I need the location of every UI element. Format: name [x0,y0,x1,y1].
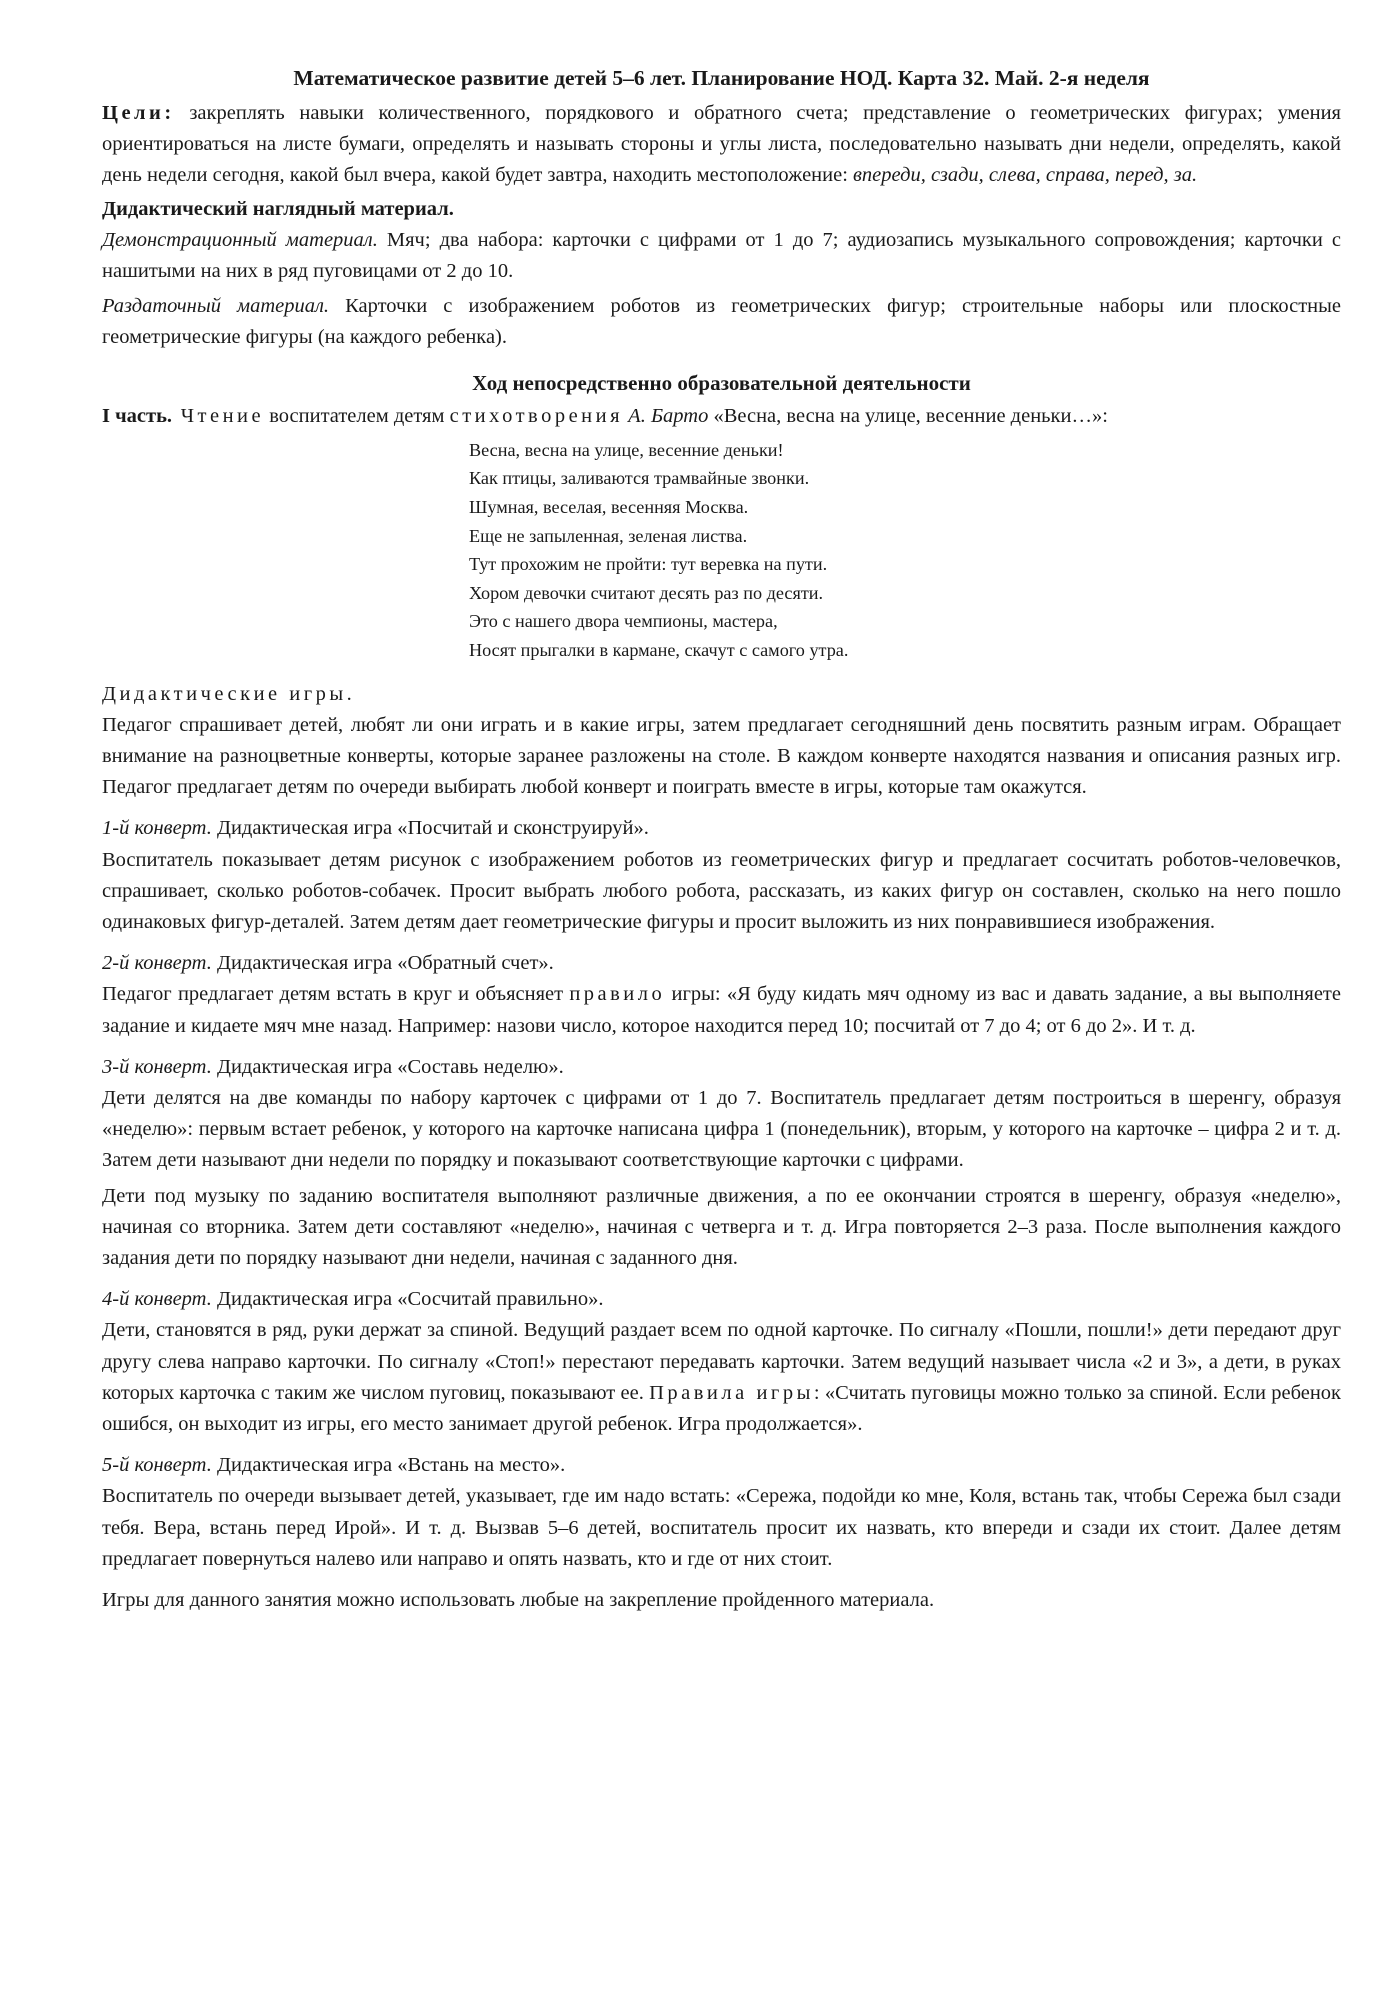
poem-line: Хором девочки считают десять раз по десяти. [469,582,824,603]
envelope-2-label: 2-й конверт. [102,952,212,975]
envelope-2-text-b: игры: «Я буду кидать мяч одному из вас и давать задание, а вы выполняете задание и кидаете мяч мне назад. Например: назови число, которое находится перед 10; посчитай от 7 до 4; от 6 до 2». И т. д. [102,983,1341,1037]
envelope-4-text-b: : «Считать пуговицы можно только за спиной. Если ребенок ошибся, он выходит из игры, его место занимает другой ребенок. Игра продолжается». [102,1381,1342,1436]
poem-author: А. Барто [623,404,709,427]
envelope-4-title [102,1284,1341,1315]
envelope-1-label: 1-й конверт. [102,817,212,840]
envelope-2-text [102,979,1341,1041]
envelope-1-game: Дидактическая игра «Посчитай и сконструируй». [211,817,649,840]
envelope-4-text [102,1315,1341,1440]
part-one-intro [102,401,1341,432]
page-title: Математическое развитие детей 5–6 лет. Планирование НОД. Карта 32. Май. 2-я неделя [293,66,1150,90]
envelope-3-title [102,1052,1341,1083]
envelope-1-text: Воспитатель показывает детям рисунок с изображением роботов из геометрических фигур и предлагает сосчитать роботов-человечков, спрашивает, сколько роботов-собачек. Просит выбрать любого робота, рассказать, из каких фигур он составлен, сколько на него пошло одинаковых фигур-деталей. Затем детям дает геометрические фигуры и просит выложить из них понравившиеся изображения. [102,848,1341,933]
envelope-5-label: 5-й конверт. [102,1454,212,1477]
envelope-4-game: Дидактическая игра «Сосчитай правильно». [211,1288,604,1311]
reading-word: Чтение [172,404,265,427]
handout-material-label: Раздаточный материал. [102,295,330,318]
poem-title: «Весна, весна на улице, весенние деньки…»: [708,404,1108,427]
part-label: I часть. [102,404,173,427]
games-intro: Педагог спрашивает детей, любят ли они играть и в какие игры, затем предлагает сегодняшний день посвятить разным играм. Обращает внимание на разноцветные конверты, которые заранее разложены на столе. В каждом конверте находятся названия и описания разных игр. Педагог предлагает детям по очереди выбирать любой конверт и поиграть вместе в игры, которые там окажутся. [102,713,1341,799]
goals-label: Цели: [102,102,175,124]
goals-paragraph [102,98,1341,192]
games-heading: Дидактические игры. [102,682,356,705]
envelope-2-rule: правило [569,983,666,1006]
envelope-5-title [102,1450,1341,1481]
goals-text: закреплять навыки количественного, порядкового и обратного счета; представление о геометрических фигурах; умения ориентироваться на листе бумаги, определять и называть стороны и углы листа, последовательно называть дни недели, определять, какой день недели сегодня, какой был вчера, какой будет завтра, находить местоположение: [102,102,1341,187]
envelope-4-label: 4-й конверт. [102,1288,212,1311]
poem-line: Шумная, веселая, весенняя Москва. [469,497,749,518]
poem-line: Это с нашего двора чемпионы, мастера, [469,611,778,632]
poem-line: Весна, весна на улице, весенние деньки! [469,439,784,460]
goals-positions: впереди, сзади, слева, справа, перед, за. [853,164,1198,187]
poem-line: Носят прыгалки в кармане, скачут с самого утра. [469,639,849,660]
handout-material-text: Карточки с изображением роботов из геометрических фигур; строительные наборы или плоскостные геометрические фигуры (на каждого ребенка). [102,295,1341,349]
demo-material [102,225,1341,287]
poem-line: Тут прохожим не пройти: тут веревка на пути. [469,554,828,575]
envelope-4-text-a: Дети, становятся в ряд, руки держат за спиной. Ведущий раздает всем по одной карточке. По сигналу «Пошли, пошли!» дети передают друг другу слева направо карточки. По сигналу «Стоп!» перестают передавать карточки. Затем ведущий называет числа «2 и 3», а дети, в руках которых карточка с таким же числом пуговиц, показывают ее. [102,1319,1341,1404]
reading-mid: воспитателем детям [264,404,450,427]
envelope-5-text: Воспитатель по очереди вызывает детей, указывает, где им надо встать: «Сережа, подойди ко мне, Коля, встань так, чтобы Сережа был сзади тебя. Вера, встань перед Ирой». И т. д. Вызвав 5–6 детей, воспитатель просит их назвать, кто впереди и сзади их стоит. Далее детям предлагает повернуться налево или направо и опять назвать, кто и где от них стоит. [102,1485,1341,1570]
closing-note: Игры для данного занятия можно использовать любые на закрепление пройденного материала. [102,1589,935,1612]
envelope-2-game: Дидактическая игра «Обратный счет». [211,952,554,975]
activity-heading: Ход непосредственно образовательной деятельности [472,370,971,395]
envelope-3-label: 3-й конверт. [102,1055,212,1078]
envelope-5-game: Дидактическая игра «Встань на место». [211,1454,566,1477]
poem-line: Еще не запыленная, зеленая листва. [469,525,748,546]
envelope-4-rule: Правила игры [649,1381,814,1404]
poem [469,436,1341,665]
materials-heading: Дидактический наглядный материал. [102,197,454,220]
envelope-2-title [102,948,1341,979]
envelope-3-text-2: Дети под музыку по заданию воспитателя выполняют различные движения, а по ее окончании строятся в шеренгу, образуя «неделю», начиная со вторника. Затем дети составляют «неделю», начиная с четверга и т. д. Игра повторяется 2–3 раза. После выполнения каждого задания дети по порядку называют дни недели, начиная с заданного дня. [102,1184,1341,1270]
demo-material-label: Демонстрационный материал. [102,228,378,251]
envelope-3-text: Дети делятся на две команды по набору карточек с цифрами от 1 до 7. Воспитатель предлагает детям построиться в шеренгу, образуя «неделю»: первым встает ребенок, у которого на карточке написана цифра 1 (понедельник), вторым, у которого на карточке – цифра 2 и т. д. Затем дети называют дни недели по порядку и показывают соответствующие карточки с цифрами. [102,1087,1341,1172]
poem-word: стихотворения [449,404,624,427]
handout-material [102,291,1341,353]
envelope-1-title [102,813,1341,844]
poem-line: Как птицы, заливаются трамвайные звонки. [469,468,810,489]
envelope-2-text-a: Педагог предлагает детям встать в круг и объясняет [102,983,570,1006]
envelope-3-game: Дидактическая игра «Составь неделю». [211,1055,564,1078]
demo-material-text: Мяч; два набора: карточки с цифрами от 1 до 7; аудиозапись музыкального сопровождения; карточки с нашитыми на них в ряд пуговицами от 2 до 10. [102,228,1341,283]
